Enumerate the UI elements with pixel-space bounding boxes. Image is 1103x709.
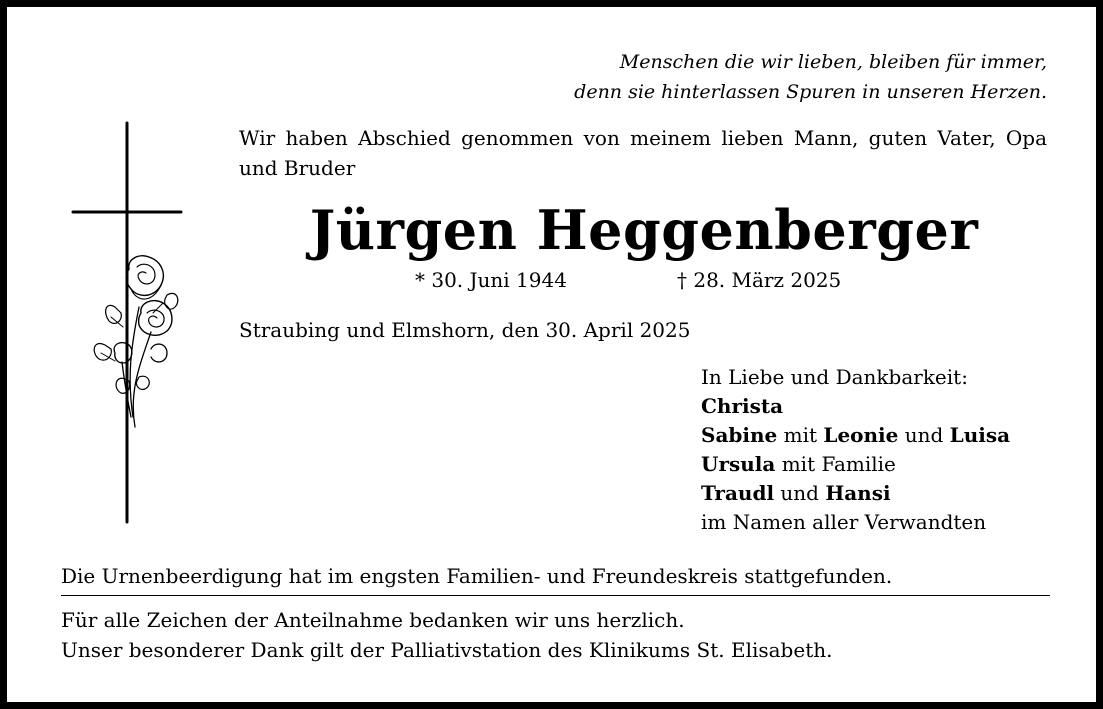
memorial-quote bbox=[507, 47, 1047, 107]
burial-note: Die Urnenbeerdigung hat im engsten Familien- und Freundeskreis stattgefunden. bbox=[61, 564, 893, 588]
cross-with-roses-icon bbox=[67, 117, 187, 527]
mourner-name: Hansi bbox=[825, 481, 891, 505]
mourner-line bbox=[701, 392, 1010, 421]
connector-text: mit bbox=[777, 423, 824, 447]
mourner-line bbox=[701, 479, 1010, 508]
mourner-line bbox=[701, 421, 1010, 450]
deceased-name: Jürgen Heggenberger bbox=[309, 198, 979, 262]
connector-text: mit Familie bbox=[775, 452, 896, 476]
divider-line bbox=[61, 595, 1050, 596]
thanks-text bbox=[61, 605, 832, 665]
thanks-line: Für alle Zeichen der Anteilnahme bedanken wir uns herzlich. bbox=[61, 608, 685, 632]
thanks-line: Unser besonderer Dank gilt der Palliativstation des Klinikums St. Elisabeth. bbox=[61, 638, 833, 662]
farewell-text: Wir haben Abschied genommen von meinem lieben Mann, guten Vater, Opa und Bruder bbox=[239, 126, 1047, 180]
death-date: † 28. März 2025 bbox=[677, 268, 842, 292]
mourners-heading: In Liebe und Dankbarkeit: bbox=[701, 365, 968, 389]
mourner-name: Christa bbox=[701, 394, 784, 418]
mourner-name: Luisa bbox=[949, 423, 1011, 447]
mourners-list bbox=[701, 363, 1010, 537]
mourner-name: Ursula bbox=[701, 452, 776, 476]
birth-date: * 30. Juni 1944 bbox=[415, 268, 567, 292]
mourner-name: Sabine bbox=[701, 423, 778, 447]
mourner-name: Traudl bbox=[701, 481, 775, 505]
place-and-date: Straubing und Elmshorn, den 30. April 2025 bbox=[239, 318, 691, 342]
connector-text: und bbox=[774, 481, 826, 505]
quote-line: Menschen die wir lieben, bleiben für immer, bbox=[619, 51, 1047, 73]
mourners-closing: im Namen aller Verwandten bbox=[701, 510, 987, 534]
quote-line: denn sie hinterlassen Spuren in unseren Herzen. bbox=[574, 81, 1047, 103]
connector-text: und bbox=[898, 423, 950, 447]
mourner-line bbox=[701, 450, 1010, 479]
mourner-name: Leonie bbox=[823, 423, 899, 447]
